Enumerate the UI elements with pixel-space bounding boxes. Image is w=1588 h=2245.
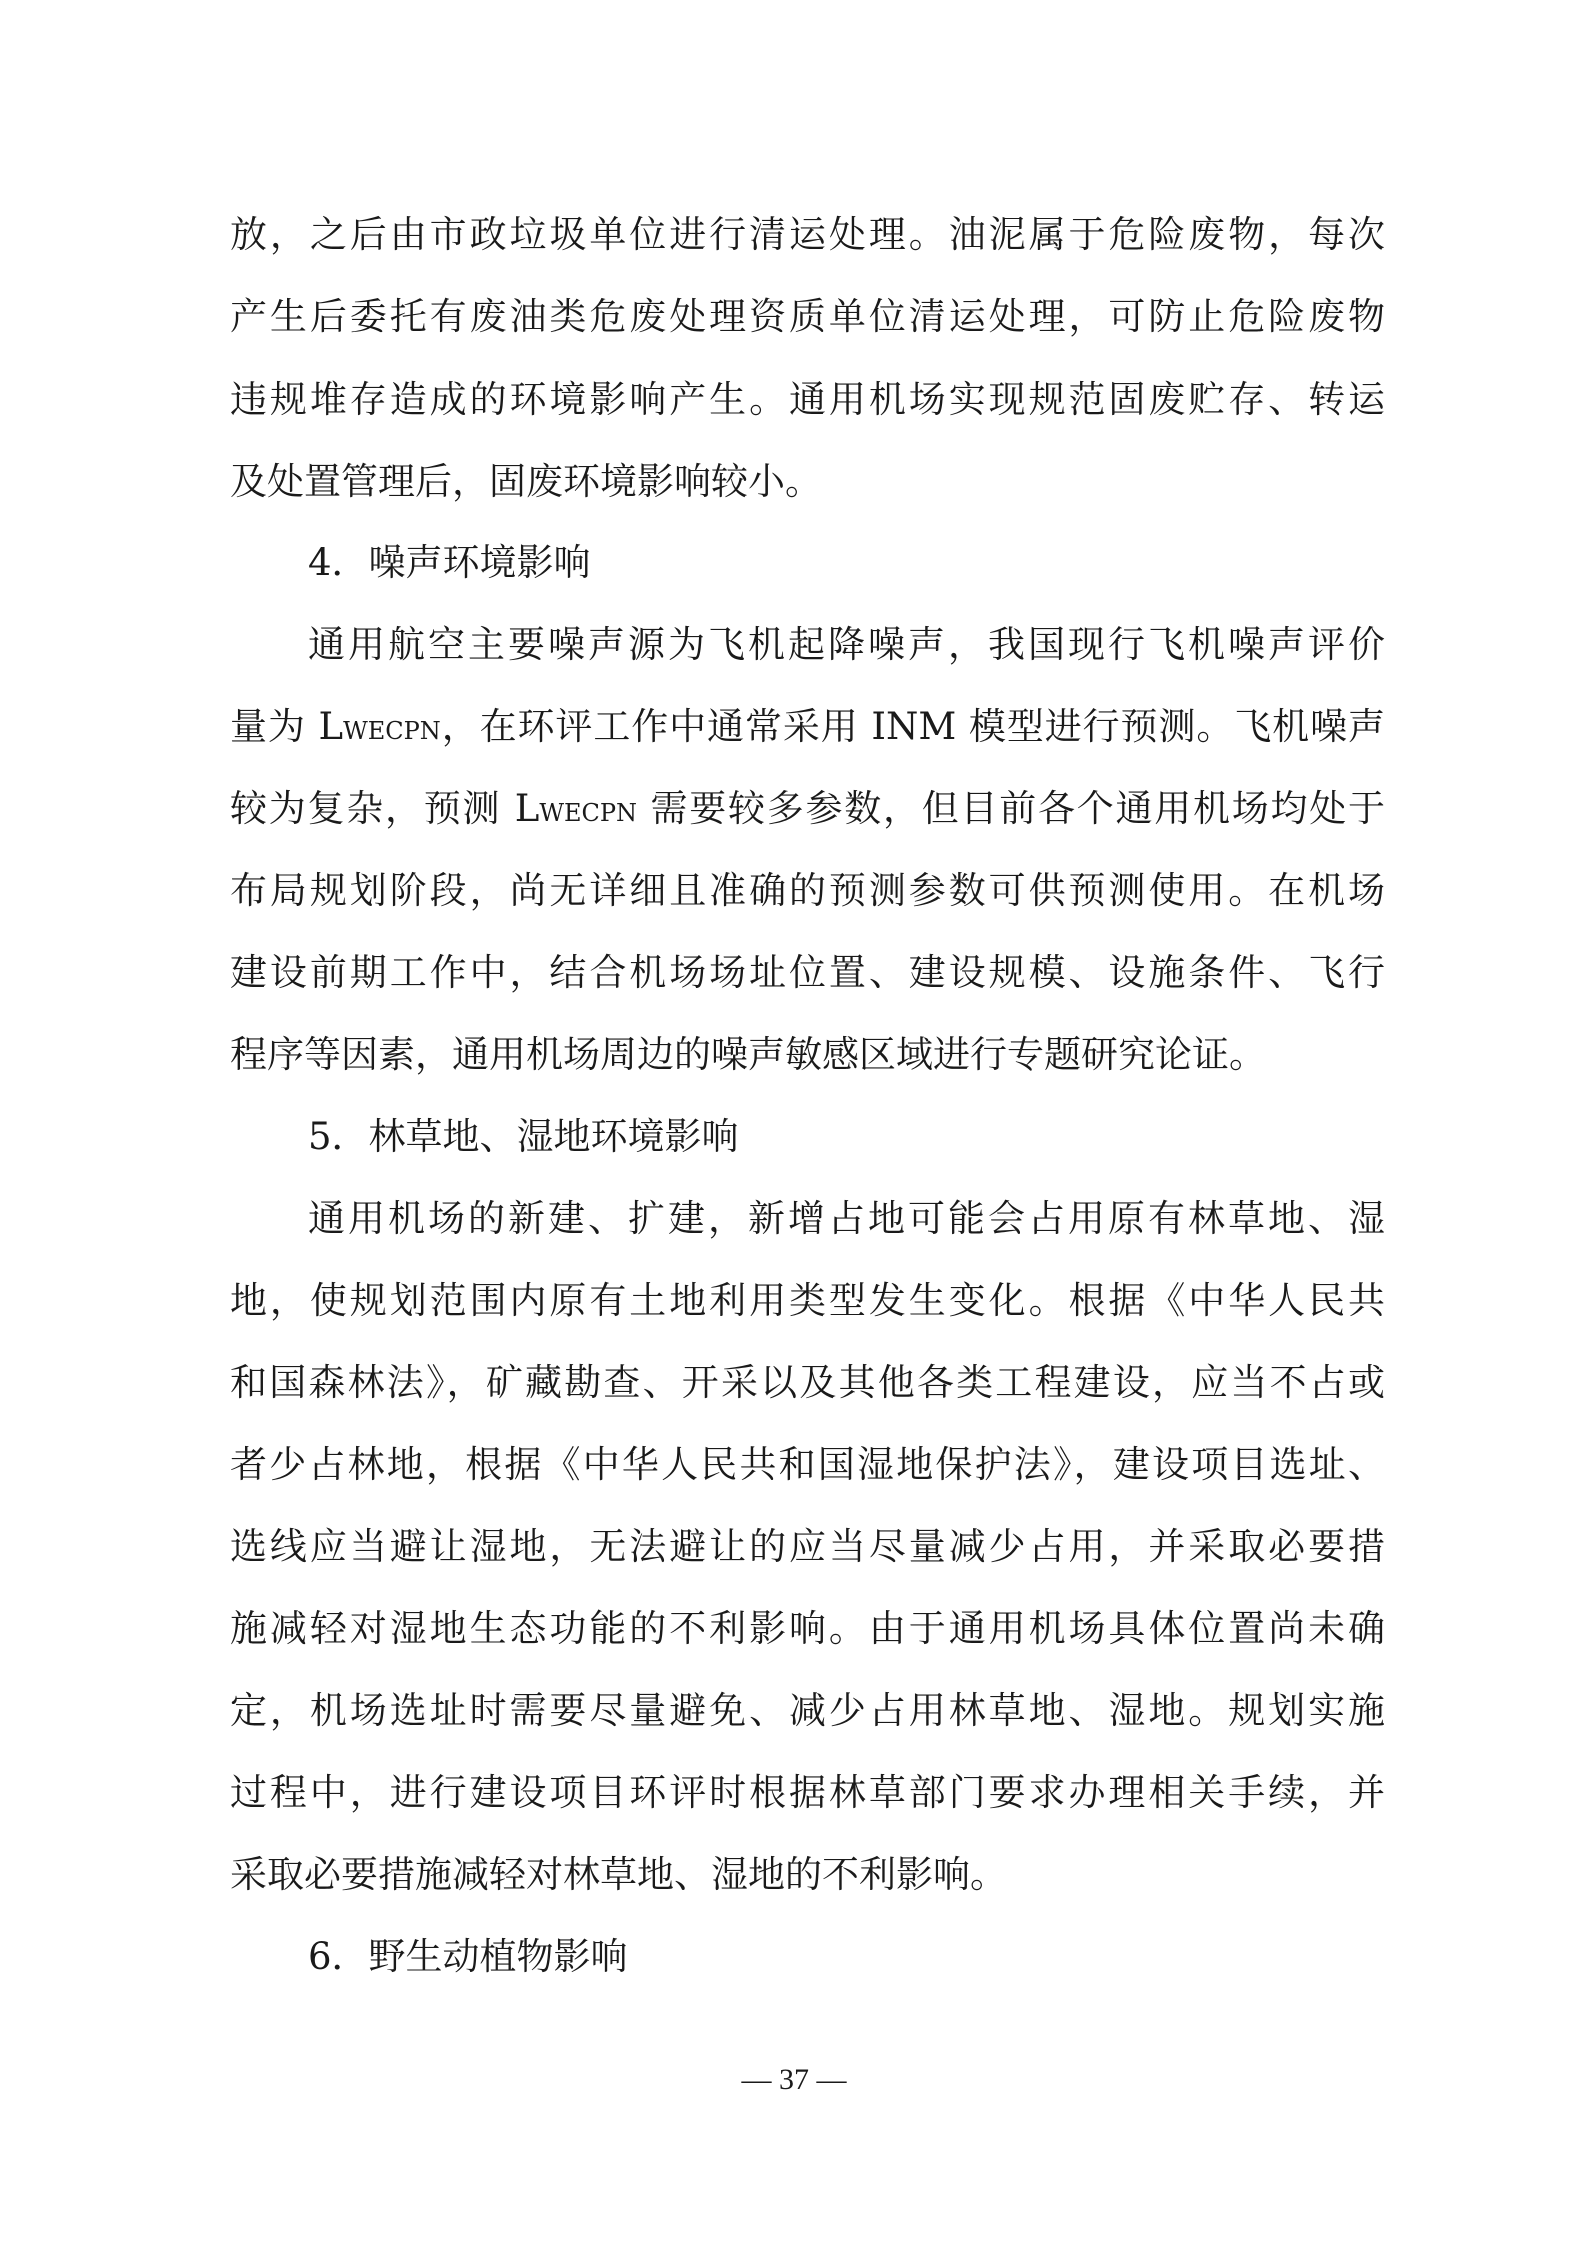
paragraph-line: 选线应当避让湿地，无法避让的应当尽量减少占用，并采取必要措	[230, 1525, 1385, 1568]
paragraph-line-lwecpn: 量为 LWECPN，在环评工作中通常采用 INM 模型进行预测。飞机噪声	[230, 705, 1385, 748]
lwecpn-symbol: LWECPN	[514, 787, 638, 830]
paragraph-line: 布局规划阶段，尚无详细且准确的预测参数可供预测使用。在机场	[230, 869, 1385, 912]
paragraph-line: 通用机场的新建、扩建，新增占地可能会占用原有林草地、湿	[308, 1197, 1385, 1240]
section-heading-wildlife: 6．野生动植物影响	[308, 1935, 628, 1978]
paragraph-line: 过程中，进行建设项目环评时根据林草部门要求办理相关手续，并	[230, 1771, 1385, 1814]
paragraph-line: 产生后委托有废油类危废处理资质单位清运处理，可防止危险废物	[230, 295, 1385, 338]
paragraph-line: 违规堆存造成的环境影响产生。通用机场实现规范固废贮存、转运	[230, 378, 1385, 421]
paragraph-line: 通用航空主要噪声源为飞机起降噪声，我国现行飞机噪声评价	[308, 623, 1385, 666]
paragraph-line: 定，机场选址时需要尽量避免、减少占用林草地、湿地。规划实施	[230, 1689, 1385, 1732]
paragraph-line: 程序等因素，通用机场周边的噪声敏感区域进行专题研究论证。	[230, 1033, 1266, 1076]
paragraph-line: 施减轻对湿地生态功能的不利影响。由于通用机场具体位置尚未确	[230, 1607, 1385, 1650]
paragraph-line: 放，之后由市政垃圾单位进行清运处理。油泥属于危险废物，每次	[230, 213, 1385, 256]
section-heading-forest: 5．林草地、湿地环境影响	[308, 1115, 739, 1158]
paragraph-line: 及处置管理后，固废环境影响较小。	[230, 460, 822, 503]
paragraph-line: 者少占林地，根据《中华人民共和国湿地保护法》，建设项目选址、	[230, 1443, 1385, 1486]
paragraph-line: 采取必要措施减轻对林草地、湿地的不利影响。	[230, 1853, 1007, 1896]
paragraph-line: 和国森林法》，矿藏勘查、开采以及其他各类工程建设，应当不占或	[230, 1361, 1385, 1404]
section-heading-noise: 4．噪声环境影响	[308, 541, 591, 584]
lwecpn-symbol: LWECPN	[318, 705, 441, 748]
paragraph-line: 地，使规划范围内原有土地利用类型发生变化。根据《中华人民共	[230, 1279, 1385, 1322]
page-number: — 37 —	[741, 2063, 847, 2096]
paragraph-line: 建设前期工作中，结合机场场址位置、建设规模、设施条件、飞行	[230, 951, 1385, 994]
paragraph-line-lwecpn: 较为复杂，预测 LWECPN 需要较多参数，但目前各个通用机场均处于	[230, 787, 1385, 830]
